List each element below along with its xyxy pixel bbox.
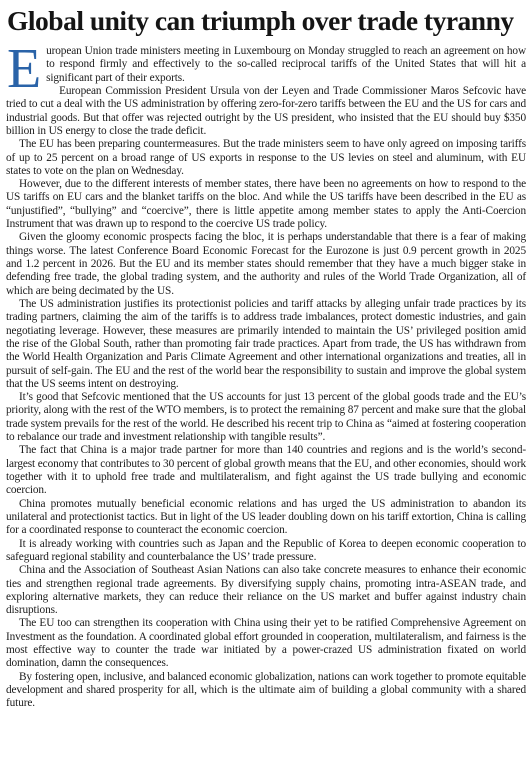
drop-cap: E: [7, 38, 42, 100]
headline: Global unity can triumph over trade tyranny: [7, 5, 514, 36]
paragraph-5: Given the gloomy economic prospects facing the bloc, it is perhaps understandable that there is a fear of making things worse. The latest Conference Board Economic Forecast for the Eurozone is just 0.9 percent growth in 2025 and 1.2 percent in 2026. But the EU and its member states should remember that they have a much bigger stake in defending free trade, the global trading system, and the authority and rules of the World Trade Organization, all of which are being decimated by the US.: [6, 231, 526, 297]
paragraph-10: It is already working with countries such as Japan and the Republic of Korea to deepen economic cooperation to safeguard regional stability and counterbalance the US’ trade pressure.: [6, 537, 526, 563]
paragraph-7: It’s good that Sefcovic mentioned that the US accounts for just 13 percent of the global goods trade and the EU’s priority, along with the rest of the WTO members, is to protect the remaining 87 percent and make sure that the global trade system prevails for the rest of the world. He described his recent trip to China as “aimed at fostering cooperation to rebalance our trade and investment relationship with tangible results”.: [6, 391, 526, 444]
paragraph-2: European Commission President Ursula von der Leyen and Trade Commissioner Maros Sefcovic have tried to cut a deal with the US administration by offering zero-for-zero tariffs between the EU and the US for cars and industrial goods. But that offer was rejected outright by the US president, who insisted that the EU should buy $350 billion in US energy to close the trade deficit.: [6, 84, 526, 137]
paragraph-6: The US administration justifies its protectionist policies and tariff attacks by alleging unfair trade practices by its trading partners, claiming the aim of the tariffs is to address trade imbalances, protect domestic industries, and gain negotiating leverage. However, these measures are primarily intended to maintain the US’ privileged position amid the rise of the Global South, rather than promoting fair trade practices. Apart from trade, the US has withdrawn from the World Health Organization and Paris Climate Agreement and other international organizations and treaties, all in pursuit of self-gain. The EU and the rest of the world bear the responsibility to sustain and improve the global system that the US seems intent on destroying.: [6, 297, 526, 390]
paragraph-3: The EU has been preparing countermeasures. But the trade ministers seem to have only agreed on imposing tariffs of up to 25 percent on a broad range of US exports in response to the US levies on steel and aluminum, with EU states to vote on the plan on Wednesday.: [6, 138, 526, 177]
article-body: [6, 38, 526, 711]
paragraph-9: China promotes mutually beneficial economic relations and has urged the US administration to abandon its unilateral and protectionist tactics. But in light of the US leader doubling down on his tariff extortion, China is calling for a coordinated response to counteract the economic coercion.: [6, 497, 526, 537]
paragraph-1-text: uropean Union trade ministers meeting in Luxembourg on Monday struggled to reach an agreement on how to respond firmly and effectively to the so-called reciprocal tariffs of the United States that will hit a significant part of their exports.: [46, 45, 526, 84]
paragraph-4: However, due to the different interests of member states, there have been no agreements on how to respond to the US tariffs on EU cars and the blanket tariffs on the bloc. And while the US tariffs have been described in the EU as “unjustified”, “bullying” and “coercive”, there is little appetite among member states to apply the Anti-Coercion Instrument that was drawn up to respond to the coercive US trade policy.: [6, 178, 526, 231]
paragraph-11: China and the Association of Southeast Asian Nations can also take concrete measures to enhance their economic ties and strengthen regional trade agreements. By diversifying supply chains, promoting intra-ASEAN trade, and exploring alternative markets, they can reduce their reliance on the US market and buffer against industry chain disruptions.: [6, 564, 526, 617]
paragraph-13: By fostering open, inclusive, and balanced economic globalization, nations can work together to promote equitable development and shared prosperity for all, which is the ultimate aim of building a global community with a shared future.: [6, 670, 526, 710]
paragraph-1: [6, 38, 526, 100]
paragraph-8: The fact that China is a major trade partner for more than 140 countries and regions and is the world’s second-largest economy that contributes to 30 percent of global growth means that the EU, and other economies, should work together with it to uphold free trade and multilateralism, and fight against the US trade bullying and economic coercion.: [6, 444, 526, 497]
paragraph-12: The EU too can strengthen its cooperation with China using their yet to be ratified Comprehensive Agreement on Investment as the foundation. A coordinated global effort grounded in cooperation, multilateralism, and fairness is the most effective way to counter the trade war initiated by a power-crazed US administration fixated on world domination, damn the consequences.: [6, 617, 526, 670]
